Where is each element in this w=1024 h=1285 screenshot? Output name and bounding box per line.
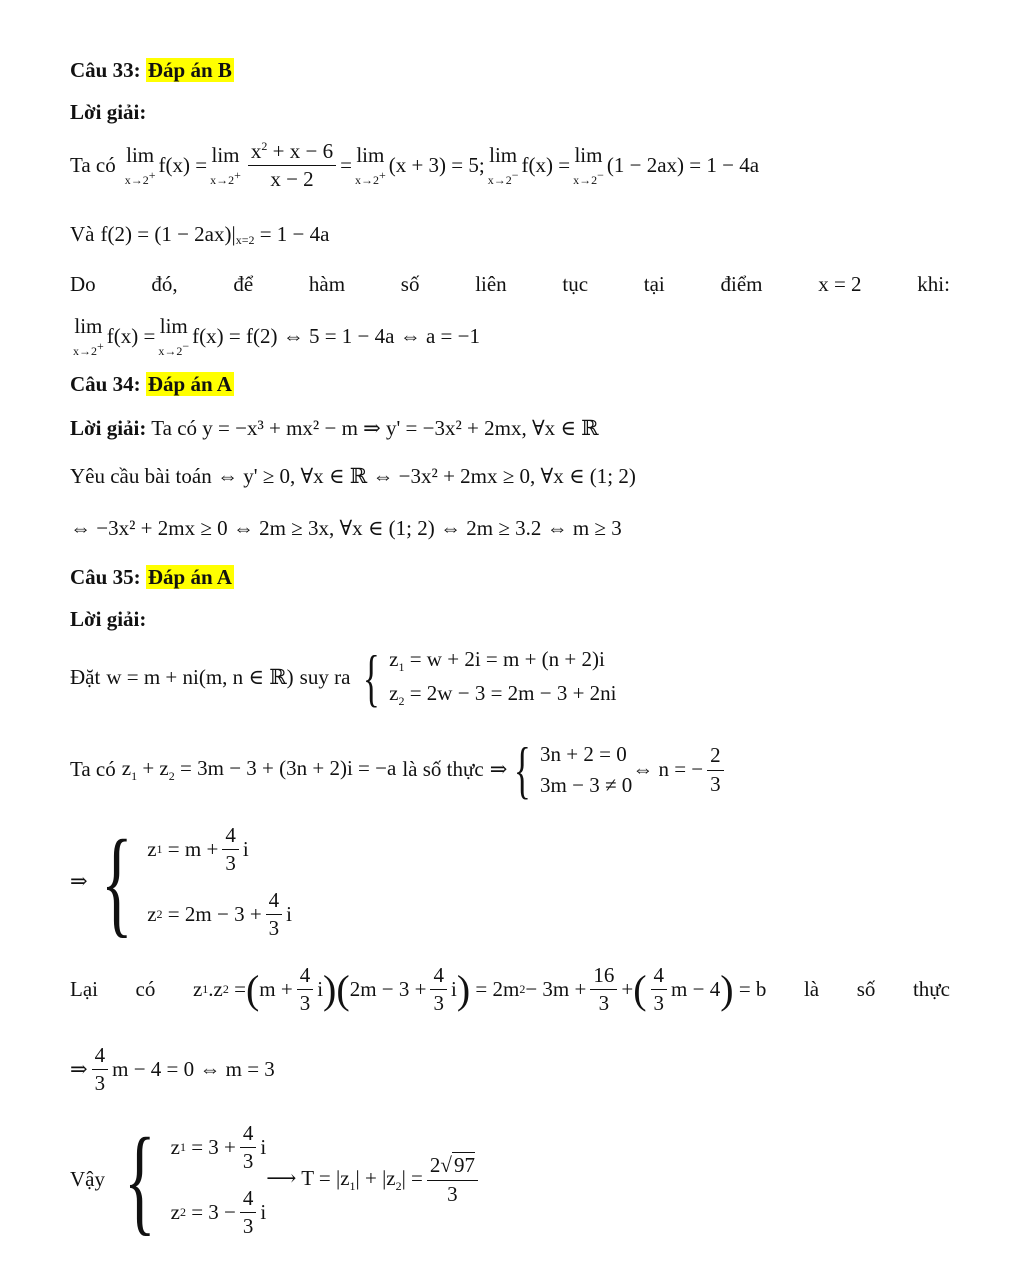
q34-line1: Lời giải: Ta có y = −x³ + mx² − m ⇒ y' = −3x² + 2mx, ∀x ∈ ℝ (70, 416, 599, 440)
q35-line2: Ta có $z_1 + z_2 = 3m - 3 + (3n + 2)i = -a$ là số thực ⇒ { 3n + 2 = 0 3m − 3 ≠ 0 ⇔ n = − $\frac{2}{3}$ (70, 738, 728, 802)
q35-title: Câu 35: (70, 565, 141, 589)
q34-title: Câu 34: (70, 372, 141, 396)
q35-line4: Lại có z 1 .z 2 = ( m + $\frac{4}{3}$ i ) ( 2m − 3 + $\frac{4}{3}$ i ) = 2m 2 − 3m + $\frac{16}{3}$ + ( $\frac{4}{3}$ m − 4 ) = b là số thực (70, 963, 950, 1016)
q35-line5: ⇒ $\frac{4}{3}$ m − 4 = 0 ⇔ m = 3 (70, 1043, 275, 1096)
q34-line2: Yêu cầu bài toán ⇔ y' ≥ 0, ∀x ∈ ℝ ⇔ −3x² + 2mx ≥ 0, ∀x ∈ (1; 2) (70, 464, 636, 488)
q34-answer: Đáp án A (147, 372, 232, 396)
q33-solution-label: Lời giải: (70, 100, 147, 124)
q33-title: Câu 33: (70, 58, 141, 82)
q35-heading (70, 565, 234, 590)
q35-solution-label: Lời giải: (70, 607, 147, 631)
q35-line1: Đặt w = m + ni(m, n ∈ ℝ) suy ra { $z_1 = w + 2i = m + (n + 2)i$ $z_2 = 2w - 3 = 2m - 3 + 2ni$ (70, 642, 617, 713)
q35-system1: { $z_1 = w + 2i = m + (n + 2)i$ $z_2 = 2w - 3 = 2m - 3 + 2ni$ (363, 642, 617, 713)
q35-system2: { 3n + 2 = 0 3m − 3 ≠ 0 (514, 734, 633, 805)
q34-heading (70, 372, 234, 397)
q33-line4: lim x→2+ f(x) = lim x→2− f(x) = f(2) ⇔ 5 = 1 − 4a ⇔ a = −1 (73, 314, 480, 358)
q33-line1: Ta có lim x→2+ f(x) = lim x→2+ $\frac{x^2 + x - 6}{x - 2}$ = lim x→2+ (x + 3) = 5; lim x→2− f(x) = lim x→2− (1 − 2ax) = 1 − 4a (70, 139, 760, 192)
q33-heading (70, 58, 234, 83)
q33-answer: Đáp án B (147, 58, 232, 82)
q35-system3: { z 1 = m + $\frac{4}{3}$ i z 2 = 2m − 3 + $\frac{4}{3}$ i (100, 815, 293, 948)
q35-answer: Đáp án A (147, 565, 232, 589)
q35-line3: ⇒ { z 1 = m + $\frac{4}{3}$ i z 2 = 2m − 3 + $\frac{4}{3}$ i (70, 815, 293, 948)
q33-fraction: $\frac{x^2 + x - 6}{x - 2}$ (248, 140, 336, 191)
q33-line2: Và f(2) = (1 − 2ax)| x=2 = 1 − 4a (70, 222, 330, 247)
q35-system4: { z 1 = 3 + $\frac{4}{3}$ i z 2 = 3 − $\frac{4}{3}$ i (123, 1113, 267, 1246)
q34-line3: ⇔ −3x² + 2mx ≥ 0 ⇔ 2m ≥ 3x, ∀x ∈ (1; 2) ⇔ 2m ≥ 3.2 ⇔ m ≥ 3 (70, 516, 622, 540)
q33-line3: Do đó, để hàm số liên tục tại điểm x = 2 khi: (70, 272, 950, 296)
q35-final: Vậy { z 1 = 3 + $\frac{4}{3}$ i z 2 = 3 − $\frac{4}{3}$ i ⟶ $T = |z_1| + |z_2|$ = $\frac{2√97}{3}$ (70, 1120, 482, 1240)
